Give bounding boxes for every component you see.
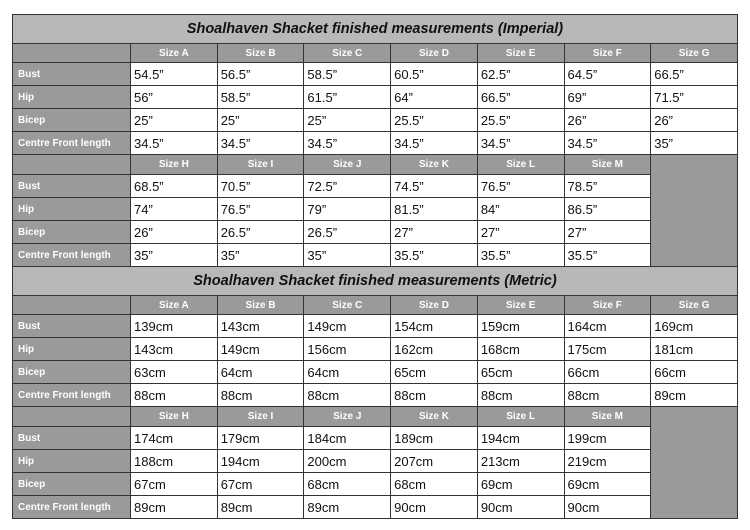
measurement-cell: 143cm <box>131 338 218 361</box>
empty-cell <box>651 407 738 519</box>
measurement-cell: 68cm <box>391 473 478 496</box>
header-corner-cell <box>13 155 131 175</box>
measurement-cell: 90cm <box>478 496 565 519</box>
size-header: Size B <box>218 44 305 63</box>
measurement-cell: 34.5” <box>304 132 391 155</box>
measurement-cell: 26.5” <box>218 221 305 244</box>
measurement-cell: 25.5” <box>478 109 565 132</box>
measurement-cell: 88cm <box>218 384 305 407</box>
row-label: Hip <box>13 450 131 473</box>
measurement-cell: 188cm <box>131 450 218 473</box>
row-label: Centre Front length <box>13 132 131 155</box>
measurement-cell: 162cm <box>391 338 478 361</box>
measurement-cell: 68.5” <box>131 175 218 198</box>
measurement-cell: 64cm <box>304 361 391 384</box>
measurement-cell: 35” <box>651 132 738 155</box>
measurement-cell: 88cm <box>391 384 478 407</box>
size-header: Size A <box>131 296 218 315</box>
measurement-cell: 184cm <box>304 427 391 450</box>
measurement-cell: 86.5” <box>565 198 652 221</box>
measurement-cell: 219cm <box>565 450 652 473</box>
row-label: Centre Front length <box>13 496 131 519</box>
measurement-cell: 35” <box>131 244 218 267</box>
measurement-cell: 89cm <box>651 384 738 407</box>
row-label: Bicep <box>13 221 131 244</box>
row-label: Hip <box>13 198 131 221</box>
measurement-cell: 69cm <box>478 473 565 496</box>
size-header: Size D <box>391 296 478 315</box>
size-header: Size L <box>478 407 565 427</box>
measurement-cell: 213cm <box>478 450 565 473</box>
size-header: Size B <box>218 296 305 315</box>
measurement-cell: 56.5” <box>218 63 305 86</box>
measurement-cell: 149cm <box>304 315 391 338</box>
size-header: Size I <box>218 155 305 175</box>
measurement-cell: 65cm <box>478 361 565 384</box>
measurement-cell: 164cm <box>565 315 652 338</box>
measurement-cell: 35.5” <box>391 244 478 267</box>
measurement-cell: 35.5” <box>565 244 652 267</box>
measurement-cell: 139cm <box>131 315 218 338</box>
measurement-cell: 74.5” <box>391 175 478 198</box>
measurement-cell: 88cm <box>131 384 218 407</box>
measurement-cell: 149cm <box>218 338 305 361</box>
measurement-cell: 65cm <box>391 361 478 384</box>
size-header: Size M <box>565 407 652 427</box>
size-header: Size E <box>478 44 565 63</box>
measurement-cell: 200cm <box>304 450 391 473</box>
row-label: Hip <box>13 338 131 361</box>
measurement-cell: 89cm <box>218 496 305 519</box>
measurement-cell: 35” <box>218 244 305 267</box>
measurement-cell: 35.5” <box>478 244 565 267</box>
size-header: Size F <box>565 296 652 315</box>
size-header: Size J <box>304 155 391 175</box>
measurement-cell: 81.5” <box>391 198 478 221</box>
measurement-cell: 26” <box>131 221 218 244</box>
measurement-cell: 63cm <box>131 361 218 384</box>
measurement-cell: 54.5” <box>131 63 218 86</box>
measurement-cell: 84” <box>478 198 565 221</box>
measurement-cell: 74” <box>131 198 218 221</box>
size-header: Size D <box>391 44 478 63</box>
measurement-cell: 78.5” <box>565 175 652 198</box>
measurement-cell: 67cm <box>131 473 218 496</box>
row-label: Bicep <box>13 109 131 132</box>
size-header: Size A <box>131 44 218 63</box>
measurement-cell: 207cm <box>391 450 478 473</box>
measurement-cell: 71.5” <box>651 86 738 109</box>
measurement-cell: 34.5” <box>478 132 565 155</box>
size-header: Size H <box>131 155 218 175</box>
header-corner-cell <box>13 296 131 315</box>
empty-cell <box>651 155 738 267</box>
measurement-cell: 194cm <box>218 450 305 473</box>
measurement-cell: 88cm <box>565 384 652 407</box>
measurement-cell: 154cm <box>391 315 478 338</box>
measurement-cell: 56” <box>131 86 218 109</box>
measurement-cell: 34.5” <box>218 132 305 155</box>
measurement-cell: 189cm <box>391 427 478 450</box>
measurements-table <box>12 14 738 519</box>
row-label: Bust <box>13 63 131 86</box>
size-header: Size F <box>565 44 652 63</box>
measurement-cell: 69cm <box>565 473 652 496</box>
measurement-cell: 76.5” <box>478 175 565 198</box>
measurement-cell: 79” <box>304 198 391 221</box>
measurement-cell: 27” <box>565 221 652 244</box>
row-label: Bust <box>13 315 131 338</box>
row-label: Bust <box>13 427 131 450</box>
measurement-cell: 66cm <box>651 361 738 384</box>
measurement-cell: 35” <box>304 244 391 267</box>
measurement-cell: 58.5” <box>304 63 391 86</box>
size-header: Size H <box>131 407 218 427</box>
measurement-cell: 70.5” <box>218 175 305 198</box>
measurement-cell: 66cm <box>565 361 652 384</box>
measurement-cell: 88cm <box>478 384 565 407</box>
measurement-cell: 26” <box>651 109 738 132</box>
measurement-cell: 64” <box>391 86 478 109</box>
measurement-cell: 174cm <box>131 427 218 450</box>
size-header: Size E <box>478 296 565 315</box>
measurement-cell: 89cm <box>304 496 391 519</box>
measurement-cell: 143cm <box>218 315 305 338</box>
row-label: Centre Front length <box>13 244 131 267</box>
measurement-cell: 26” <box>565 109 652 132</box>
size-header: Size L <box>478 155 565 175</box>
measurement-cell: 199cm <box>565 427 652 450</box>
measurement-cell: 25” <box>304 109 391 132</box>
row-label: Bicep <box>13 473 131 496</box>
measurement-cell: 34.5” <box>565 132 652 155</box>
row-label: Hip <box>13 86 131 109</box>
measurement-cell: 27” <box>391 221 478 244</box>
size-header: Size G <box>651 44 738 63</box>
measurement-cell: 66.5” <box>651 63 738 86</box>
measurement-cell: 179cm <box>218 427 305 450</box>
header-corner-cell <box>13 44 131 63</box>
measurement-cell: 72.5” <box>304 175 391 198</box>
measurement-cell: 62.5” <box>478 63 565 86</box>
measurement-cell: 58.5” <box>218 86 305 109</box>
measurement-cell: 159cm <box>478 315 565 338</box>
row-label: Centre Front length <box>13 384 131 407</box>
measurement-cell: 60.5” <box>391 63 478 86</box>
measurement-cell: 88cm <box>304 384 391 407</box>
measurement-cell: 64.5” <box>565 63 652 86</box>
measurement-cell: 25.5” <box>391 109 478 132</box>
size-header: Size J <box>304 407 391 427</box>
measurement-cell: 34.5” <box>391 132 478 155</box>
measurement-cell: 169cm <box>651 315 738 338</box>
section-title: Shoalhaven Shacket finished measurements (Metric) <box>13 267 738 296</box>
measurement-cell: 25” <box>218 109 305 132</box>
measurement-cell: 175cm <box>565 338 652 361</box>
measurement-cell: 25” <box>131 109 218 132</box>
size-header: Size K <box>391 407 478 427</box>
measurement-cell: 27” <box>478 221 565 244</box>
measurement-cell: 194cm <box>478 427 565 450</box>
measurement-cell: 26.5” <box>304 221 391 244</box>
measurement-cell: 66.5” <box>478 86 565 109</box>
row-label: Bicep <box>13 361 131 384</box>
measurement-cell: 34.5” <box>131 132 218 155</box>
size-header: Size C <box>304 44 391 63</box>
measurement-cell: 168cm <box>478 338 565 361</box>
measurement-cell: 89cm <box>131 496 218 519</box>
measurement-cell: 181cm <box>651 338 738 361</box>
size-header: Size M <box>565 155 652 175</box>
size-header: Size K <box>391 155 478 175</box>
measurement-cell: 156cm <box>304 338 391 361</box>
measurement-cell: 67cm <box>218 473 305 496</box>
measurement-cell: 68cm <box>304 473 391 496</box>
row-label: Bust <box>13 175 131 198</box>
measurement-cell: 61.5” <box>304 86 391 109</box>
measurement-cell: 69” <box>565 86 652 109</box>
size-header: Size I <box>218 407 305 427</box>
header-corner-cell <box>13 407 131 427</box>
measurement-cell: 90cm <box>565 496 652 519</box>
measurement-cell: 76.5” <box>218 198 305 221</box>
measurement-cell: 64cm <box>218 361 305 384</box>
section-title: Shoalhaven Shacket finished measurements (Imperial) <box>13 15 738 44</box>
measurement-cell: 90cm <box>391 496 478 519</box>
size-header: Size G <box>651 296 738 315</box>
size-header: Size C <box>304 296 391 315</box>
